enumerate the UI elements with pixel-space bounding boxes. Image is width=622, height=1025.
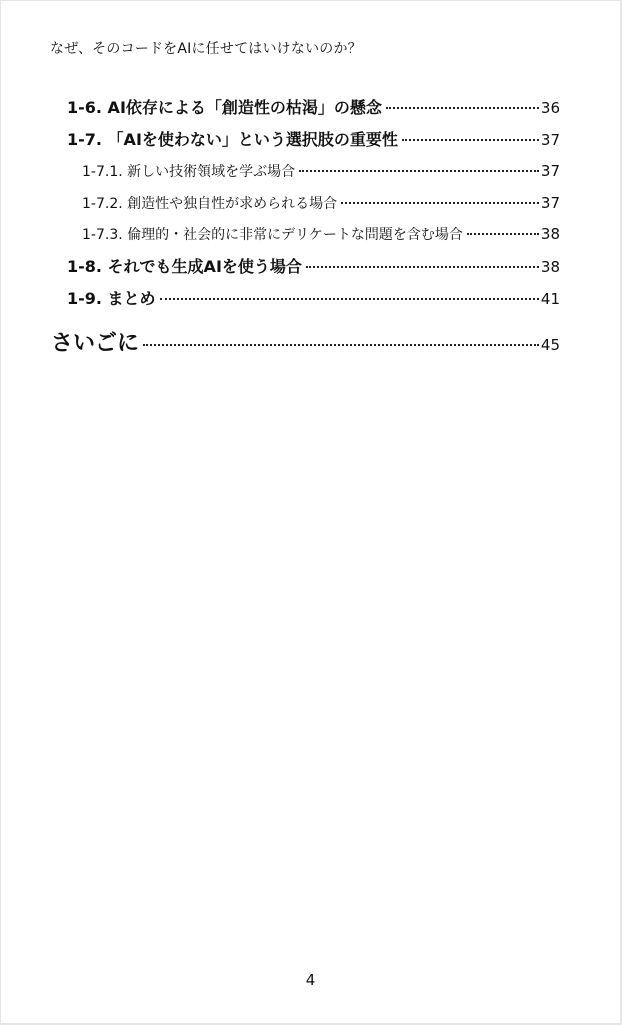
dot-leader <box>143 344 539 346</box>
toc-entry-1-7-3[interactable] <box>82 224 560 244</box>
toc-entry-page: 37 <box>540 131 560 149</box>
toc-entry-page: 38 <box>540 258 560 276</box>
dot-leader <box>160 298 539 300</box>
toc-entry-label: 1-8. それでも生成AIを使う場合 <box>67 257 302 276</box>
toc-entry-page: 41 <box>540 290 560 308</box>
toc-entry-page: 36 <box>540 99 560 117</box>
toc-entry-label: さいごに <box>51 331 140 356</box>
toc-entry-1-7-2[interactable] <box>82 193 560 213</box>
toc-entry-1-7[interactable] <box>67 127 560 150</box>
toc-entry-page: 45 <box>540 336 560 354</box>
toc-entry-page: 38 <box>540 225 560 243</box>
dot-leader <box>306 266 539 268</box>
dot-leader <box>402 139 539 141</box>
page-number: 4 <box>305 971 316 989</box>
toc-entry-label: 1-7.1. 新しい技術領域を学ぶ場合 <box>82 164 296 180</box>
dot-leader <box>386 107 539 109</box>
toc-entry-label: 1-6. AI依存による「創造性の枯渇」の懸念 <box>67 98 382 117</box>
dot-leader <box>467 233 539 235</box>
running-header: なぜ、そのコードをAIに任せてはいけないのか？ <box>50 41 362 57</box>
toc-entry-1-7-1[interactable] <box>82 161 560 181</box>
toc-entry-1-9[interactable] <box>67 286 560 309</box>
dot-leader <box>341 202 539 204</box>
toc-entry-page: 37 <box>540 194 560 212</box>
toc-entry-label: 1-7.2. 創造性や独自性が求められる場合 <box>82 196 338 212</box>
toc-entry-label: 1-7. 「AIを使わない」という選択肢の重要性 <box>67 130 398 149</box>
toc-entry-label: 1-9. まとめ <box>67 289 156 308</box>
document-page <box>1 1 620 1023</box>
toc-entry-closing[interactable] <box>51 326 560 357</box>
toc-entry-1-8[interactable] <box>67 254 560 277</box>
dot-leader <box>299 170 539 172</box>
toc-entry-1-6[interactable] <box>67 95 560 118</box>
toc-entry-page: 37 <box>540 162 560 180</box>
toc-entry-label: 1-7.3. 倫理的・社会的に非常にデリケートな問題を含む場合 <box>82 227 463 243</box>
